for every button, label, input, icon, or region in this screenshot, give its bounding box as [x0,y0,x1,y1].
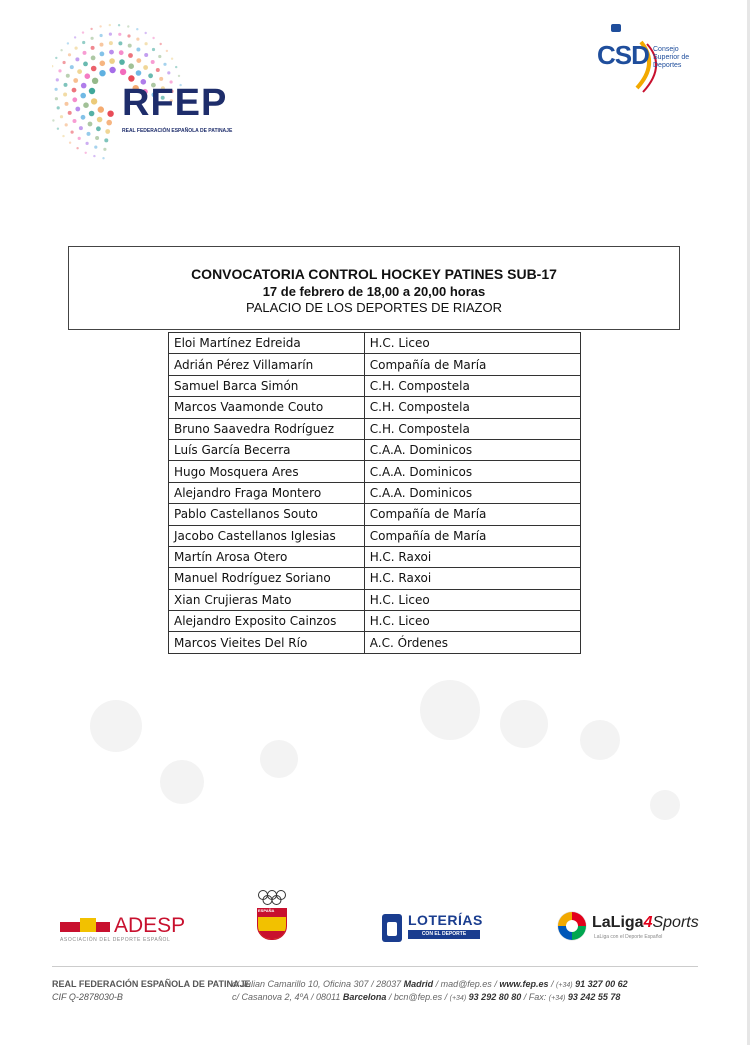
logo-dot [57,106,60,109]
logo-dot [100,52,105,57]
header-date: 17 de febrero de 18,00 a 20,00 horas [262,284,486,299]
logo-dot [118,24,120,26]
logo-dot [109,33,112,36]
logo-dot [89,88,95,94]
logo-dot [119,59,125,65]
logo-dot [128,63,134,69]
logo-dot [91,98,97,104]
adesp-flag-icon [60,918,108,934]
madrid-email[interactable]: mad@fep.es [440,979,492,989]
logo-dot [85,73,91,79]
player-name: Marcos Vaamonde Couto [169,397,365,418]
logo-dot [118,33,121,36]
csd-caption-line: Superior de [653,54,690,61]
logo-dot [70,65,74,69]
player-club: C.H. Compostela [364,397,580,418]
player-club: C.H. Compostela [364,375,580,396]
player-name: Pablo Castellanos Souto [169,504,365,525]
barcelona-phone-prefix: (+34) [449,995,467,1002]
roster-row [169,375,581,396]
roster-row [169,589,581,610]
logo-dot [82,41,85,44]
logo-dot [96,126,101,131]
loterias-hand-icon [382,914,402,942]
logo-dot [55,88,58,91]
logo-dot [72,97,77,102]
player-club: H.C. Liceo [364,333,580,354]
logo-dot [91,66,97,72]
logo-dot [163,63,166,66]
logo-dot [63,93,67,97]
roster-row [169,333,581,354]
logo-dot [78,137,81,140]
logo-dot [136,38,139,41]
logo-dot [143,65,148,70]
logo-dot [75,107,80,112]
roster-row [169,525,581,546]
player-club: C.A.A. Dominicos [364,482,580,503]
logo-dot [148,73,153,78]
logo-dot [92,78,98,84]
csd-caption [653,46,713,70]
logo-dot [64,83,68,87]
logo-dot [65,123,68,126]
watermark-dot [650,790,680,820]
adesp-logo [58,912,188,946]
roster-row [169,568,581,589]
logo-dot [60,115,63,118]
barcelona-city: Barcelona [342,992,387,1002]
logo-dot [158,55,161,58]
player-club: H.C. Liceo [364,611,580,632]
laliga-logo-subtitle: LaLiga con el Deporte Español [594,934,663,940]
player-club: C.H. Compostela [364,418,580,439]
coe-label: ESPAÑA [258,908,275,913]
csd-logo [597,22,707,102]
rfep-logo-text: RFEP [122,82,228,124]
csd-logo-text: CSD [597,40,649,70]
logo-dot [109,41,113,45]
barcelona-email[interactable]: bcn@fep.es [393,992,443,1002]
player-name: Xian Crujieras Mato [169,589,365,610]
logo-dot [109,67,115,73]
watermark-dot [260,740,298,778]
logo-dot [136,70,142,76]
logo-dot [160,43,162,45]
logo-dot [97,117,103,123]
logo-dot [91,37,94,40]
logo-dot [100,61,106,67]
csd-caption-line: Deportes [653,62,682,69]
player-club: H.C. Raxoi [364,568,580,589]
logo-dot [103,148,106,151]
footer-org-name: REAL FEDERACIÓN ESPAÑOLA DE PATINAJE [52,979,251,989]
player-name: Jacobo Castellanos Iglesias [169,525,365,546]
logo-dot [81,115,86,120]
olympic-rings-icon [254,888,290,908]
logo-dot [102,157,104,159]
logo-dot [80,93,86,99]
madrid-phone-prefix: (+34) [556,982,573,989]
player-name: Bruno Saavedra Rodríguez [169,418,365,439]
logo-dot [99,70,105,76]
logo-dot [73,119,77,123]
player-name: Martín Arosa Otero [169,546,365,567]
logo-dot [60,49,62,51]
roster-row [169,439,581,460]
logo-dot [52,65,53,67]
logo-dot [171,58,173,60]
logo-dot [73,78,78,83]
logo-dot [128,53,133,58]
watermark-dot [160,760,204,804]
logo-dot [57,128,59,130]
logo-dot [79,126,83,130]
player-name: Marcos Vieites Del Río [169,632,365,653]
logo-dot [58,69,61,72]
logo-dot [152,48,155,51]
logo-dot [66,74,70,78]
logo-dot [152,37,154,39]
logo-dot [75,57,79,61]
footer-cif: CIF Q-2878030-B [52,992,123,1002]
logo-dot [175,66,177,68]
player-name: Adrián Pérez Villamarín [169,354,365,375]
laliga-logo-text [592,914,699,932]
logo-dot [52,119,54,121]
logo-dot [68,53,71,56]
player-name: Alejandro Fraga Montero [169,482,365,503]
logo-dot [127,34,130,37]
roster-row [169,546,581,567]
player-name: Hugo Mosquera Ares [169,461,365,482]
logo-dot [144,53,148,57]
logo-dot [156,68,160,72]
roster-row [169,461,581,482]
rfep-logo [52,20,232,170]
csd-caption-line: Consejo [653,46,679,53]
logo-dot [107,111,113,117]
roster-table [168,332,581,654]
player-club: Compañía de María [364,354,580,375]
logo-dot [167,71,170,74]
logo-dot [145,32,147,34]
roster-row [169,632,581,653]
logo-dot [104,138,108,142]
player-club: A.C. Órdenes [364,632,580,653]
player-name: Luís García Becerra [169,439,365,460]
player-club: Compañía de María [364,525,580,546]
player-name: Alejandro Exposito Cainzos [169,611,365,632]
logo-dot [65,102,69,106]
watermark-dot [580,720,620,760]
logo-dot [62,135,64,137]
logo-dot [90,28,92,30]
logo-dot [72,88,77,93]
roster-row [169,611,581,632]
watermark-dot [420,680,480,740]
loterias-logo [382,912,492,944]
adesp-logo-text: ADESP [114,914,186,937]
logo-dot [86,142,89,145]
logo-dot [98,106,104,112]
roster-row [169,482,581,503]
logo-dot [93,155,95,157]
logo-dot [91,56,96,61]
logo-dot [89,111,95,117]
logo-dot [81,83,87,89]
player-club: H.C. Raxoi [364,546,580,567]
madrid-city: Madrid [403,979,434,989]
logo-dot [99,25,101,27]
coe-logo [254,888,290,948]
logo-dot [105,129,110,134]
loterias-logo-text: LOTERÍAS [408,912,483,928]
logo-dot [63,61,66,64]
footer-madrid-line: c/ Julian Camarillo 10, Oficina 307 / 28037 Madrid / mad@fep.es / www.fep.es / (+34) 91 327 00 62 [232,979,628,989]
logo-dot [76,147,78,149]
logo-dot [166,50,168,52]
logo-dot [136,58,141,63]
logo-dot [109,24,111,26]
logo-dot [55,97,58,100]
logo-dot [118,41,122,45]
logo-dot [87,132,91,136]
player-club: Compañía de María [364,504,580,525]
loterias-logo-subtitle: CON EL DEPORTE [408,930,480,939]
laliga-name-a: LaLiga [592,914,644,931]
roster-row [169,504,581,525]
logo-dot [151,60,155,64]
player-name: Samuel Barca Simón [169,375,365,396]
logo-dot [128,44,132,48]
logo-dot [85,152,87,154]
laliga-name-b: 4 [643,914,653,931]
logo-dot [136,48,140,52]
logo-dot [69,142,71,144]
logo-dot [83,62,88,67]
barcelona-address: c/ Casanova 2, 4ºA / 08011 [232,992,341,1002]
player-name: Eloi Martínez Edreida [169,333,365,354]
logo-dot [88,122,93,127]
madrid-phone: 91 327 00 62 [575,979,628,989]
logo-dot [119,50,124,55]
rfep-logo-subtitle: REAL FEDERACIÓN ESPAÑOLA DE PATINAJE [122,128,233,134]
madrid-address: c/ Julian Camarillo 10, Oficina 307 / 28037 [232,979,402,989]
logo-dot [95,136,99,140]
logo-dot [91,46,95,50]
logo-dot [178,75,180,77]
logo-dot [94,146,97,149]
logo-dot [83,51,87,55]
laliga-logo [556,908,699,944]
laliga-ball-icon [556,910,588,942]
player-club: C.A.A. Dominicos [364,439,580,460]
barcelona-fax-prefix: (+34) [548,995,566,1002]
logo-dot [106,120,112,126]
logo-dot [128,75,134,81]
player-club: C.A.A. Dominicos [364,461,580,482]
logo-dot [75,47,78,50]
roster-row [169,397,581,418]
roster-row [169,354,581,375]
laliga-name-c: Sports [652,914,699,931]
logo-dot [120,69,126,75]
logo-dot [67,42,69,44]
logo-dot [77,69,82,74]
logo-dot [109,50,114,55]
logo-dot [136,28,138,30]
logo-dot [109,58,115,64]
logo-dot [83,102,89,108]
roster-row [169,418,581,439]
logo-dot [100,43,104,47]
footer-barcelona-line: c/ Casanova 2, 4ºA / 08011 Barcelona / bcn@fep.es / (+34) 93 292 80 80 / Fax: (+34) 93 242 55 78 [232,992,621,1002]
logo-dot [159,77,163,81]
logo-dot [74,36,76,38]
footer-divider [52,966,698,967]
logo-dot [127,25,129,27]
logo-dot [145,42,148,45]
barcelona-phone: 93 292 80 80 [468,992,522,1002]
player-name: Manuel Rodríguez Soriano [169,568,365,589]
convocatoria-header [68,246,680,330]
madrid-web[interactable]: www.fep.es [499,979,549,989]
adesp-logo-subtitle: ASOCIACIÓN DEL DEPORTE ESPAÑOL [60,937,171,943]
logo-dot [82,31,84,33]
watermark-dot [500,700,548,748]
logo-dot [55,57,57,59]
barcelona-fax-label: Fax: [528,992,547,1002]
logo-dot [68,111,72,115]
header-venue: PALACIO DE LOS DEPORTES DE RIAZOR [246,300,502,315]
watermark-dot [90,700,142,752]
logo-dot [56,78,59,81]
barcelona-fax: 93 242 55 78 [567,992,621,1002]
logo-dot [100,34,103,37]
logo-dot [71,131,74,134]
header-title: CONVOCATORIA CONTROL HOCKEY PATINES SUB-17 [191,266,557,282]
player-club: H.C. Liceo [364,589,580,610]
